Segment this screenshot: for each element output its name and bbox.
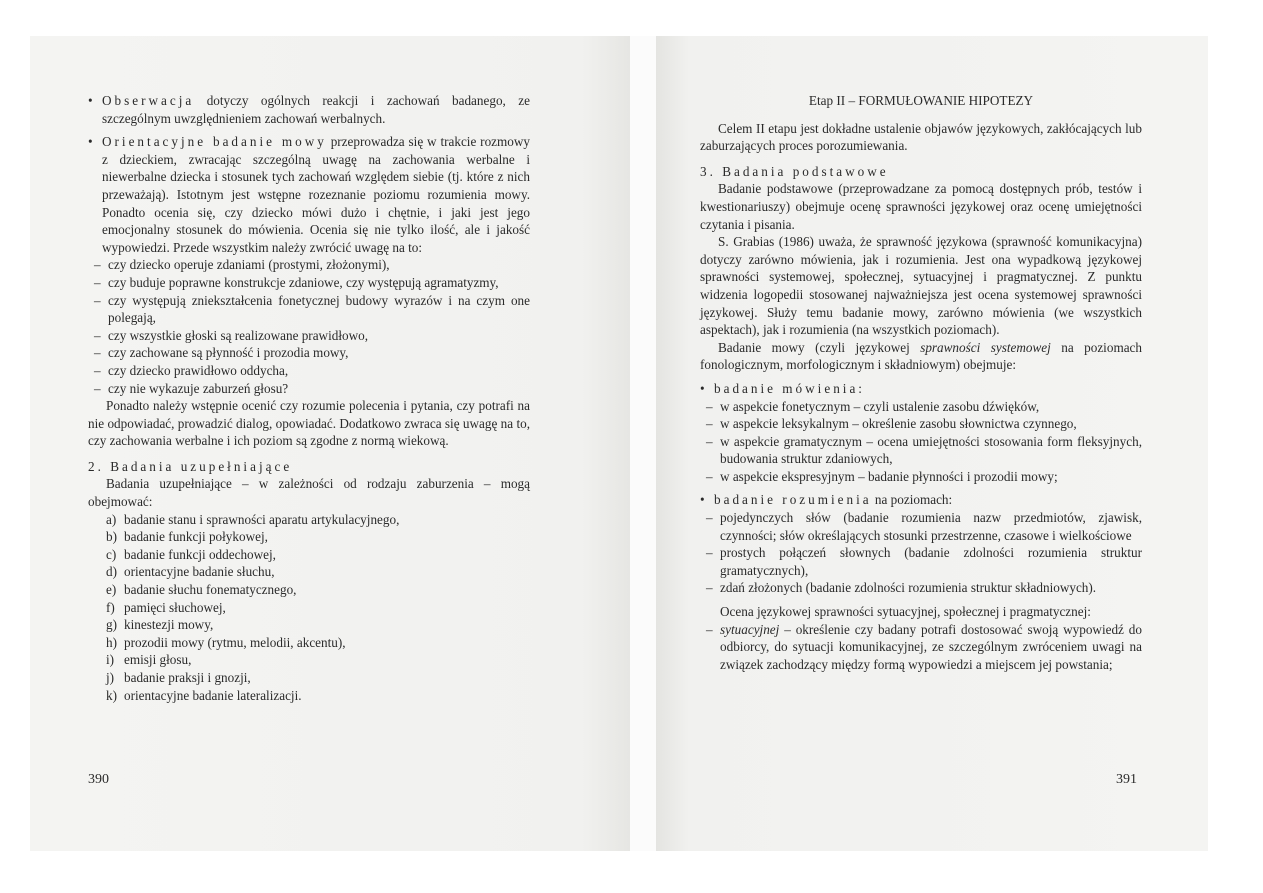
list-letter: k) <box>106 687 117 703</box>
section-3-heading: 3. Badania podstawowe <box>700 163 889 179</box>
list-item <box>88 634 530 652</box>
dash-marker: – <box>94 380 101 396</box>
observation-text: dotyczy ogólnych reakcji i zachowań badanego, ze szczególnym uwzględnieniem zachowań werbalnych. <box>102 93 530 126</box>
left-page <box>30 36 630 851</box>
bullet-observation <box>88 92 530 127</box>
list-item-text: czy zachowane są płynność i prozodia mowy, <box>108 345 349 361</box>
list-item-text: w aspekcie gramatycznym – ocena umiejętności stosowania form fleksyjnych, budowania struktur zdaniowych, <box>720 433 1142 467</box>
list-item-text: czy buduje poprawne konstrukcje zdaniowe, czy występują agramatyzmy, <box>108 274 499 290</box>
dash-marker: – <box>706 545 713 561</box>
right-page-text <box>700 92 1142 673</box>
list-item-text: badanie słuchu fonematycznego, <box>124 582 297 598</box>
list-item <box>700 415 1142 433</box>
list-item <box>700 544 1142 579</box>
list-item <box>88 581 530 599</box>
list-item-text: orientacyjne badanie słuchu, <box>124 564 275 580</box>
list-item <box>88 669 530 687</box>
paragraph-goal: Celem II etapu jest dokładne ustalenie objawów językowych, zakłócających lub zaburzających proces porozumiewania. <box>700 120 1142 154</box>
list-item <box>88 687 530 705</box>
list-item-text: pojedynczych słów (badanie rozumienia nazw przedmiotów, zjawisk, czynności; słów określających stosunki przestrzenne, czasowe i wielkościowe <box>720 510 1142 543</box>
list-letter: i) <box>106 652 115 668</box>
list-item <box>88 546 530 564</box>
list-letter: j) <box>106 670 115 685</box>
list-item-text: emisji głosu, <box>124 652 192 668</box>
list-item <box>88 274 530 292</box>
bullet-dot-icon: • <box>700 380 705 396</box>
dash-marker: – <box>94 362 101 378</box>
dash-marker: – <box>94 345 101 361</box>
term-orientation: Orientacyjne badanie mowy <box>102 134 327 150</box>
dash-marker: – <box>706 580 713 596</box>
list-item-text: orientacyjne badanie lateralizacji. <box>124 687 302 703</box>
list-item <box>88 344 530 362</box>
list-item-text: w aspekcie fonetycznym – czyli ustalenie zasobu dźwięków, <box>720 398 1040 414</box>
book-gutter <box>630 36 656 851</box>
dash-marker: – <box>706 468 713 484</box>
list-item-text: pamięci słuchowej, <box>124 599 226 615</box>
dash-marker: – <box>94 327 101 343</box>
page-number-left: 390 <box>88 772 109 787</box>
paragraph-basic: Badanie podstawowe (przeprowadzane za pomocą dostępnych prób, testów i kwestionariuszy) obejmuje ocenę sprawności językowej oraz ocenę umiejętności czytania i pisania. <box>700 181 1142 232</box>
list-item <box>88 362 530 380</box>
list-item-text: zdań złożonych (badanie zdolności rozumienia struktur składniowych). <box>720 580 1097 596</box>
list-letter: b) <box>106 529 117 545</box>
page-heading: Etap II – FORMUŁOWANIE HIPOTEZY <box>808 93 1034 108</box>
list-item <box>700 433 1142 468</box>
list-letter: c) <box>106 546 117 562</box>
bullet-dot-icon: • <box>700 492 705 508</box>
list-item <box>88 327 530 345</box>
term-speaking: badanie mówienia: <box>714 380 865 396</box>
speech-test-emphasis: sprawności systemowej <box>920 339 1051 355</box>
list-item <box>700 398 1142 416</box>
list-item-text: w aspekcie leksykalnym – określenie zasobu słownictwa czynnego, <box>720 416 1077 432</box>
dash-situational <box>700 621 1142 674</box>
list-letter: h) <box>106 634 117 650</box>
list-item <box>88 256 530 274</box>
list-item-text: prostych połączeń słownych (badanie zdolności rozumienia struktur gramatycznych), <box>720 545 1142 578</box>
section-2-heading: 2. Badania uzupełniające <box>88 458 293 474</box>
paragraph-speech-test <box>700 339 1142 374</box>
dash-marker: – <box>706 416 713 432</box>
section-2-intro: Badania uzupełniające – w zależności od rodzaju zaburzenia – mogą obejmować: <box>88 476 530 510</box>
dash-marker: – <box>706 621 713 637</box>
list-letter: e) <box>106 582 117 598</box>
bullet-dot-icon: • <box>88 93 93 108</box>
list-item-text: badanie funkcji połykowej, <box>124 529 268 545</box>
question-list <box>88 256 530 397</box>
bullet-comprehension <box>700 491 1142 509</box>
section-3-heading-line <box>700 163 1142 181</box>
list-item-text: kinestezji mowy, <box>124 617 214 633</box>
paragraph-pragmatic: Ocena językowej sprawności sytuacyjnej, społecznej i pragmatycznej: <box>720 604 1091 620</box>
paragraph-additional: Ponadto należy wstępnie ocenić czy rozumie polecenia i pytania, czy potrafi na nie odpowiadać, prowadzić dialog, opowiadać. Dodatkowo zwraca się uwagę na to, czy zachowania werbalne i ich poziom są zgodne z normą wiekową. <box>88 398 530 449</box>
list-item-text: czy nie wykazuje zaburzeń głosu? <box>108 380 289 396</box>
dash-marker: – <box>94 257 101 273</box>
list-item <box>88 616 530 634</box>
list-item-text: badanie funkcji oddechowej, <box>124 546 276 562</box>
supplementary-list <box>88 511 530 705</box>
list-item <box>88 380 530 398</box>
list-item <box>88 511 530 529</box>
list-letter: d) <box>106 564 117 580</box>
term-comprehension: badanie rozumienia <box>714 492 872 508</box>
list-item <box>700 509 1142 544</box>
right-page <box>656 36 1208 851</box>
list-letter: a) <box>106 511 117 527</box>
page-number-right: 391 <box>1116 772 1137 787</box>
list-letter: g) <box>106 617 117 633</box>
section-heading <box>88 458 530 476</box>
list-item <box>700 579 1142 597</box>
bullet-orientation <box>88 133 530 256</box>
dash-marker: – <box>706 510 713 526</box>
list-item-text: czy występują zniekształcenia fonetycznej budowy wyrazów i na czym one polegają, <box>108 292 530 326</box>
list-item-text: czy dziecko prawidłowo oddycha, <box>108 362 289 378</box>
comprehension-suffix: na poziomach: <box>871 492 953 508</box>
dash-marker: – <box>706 433 713 449</box>
list-item-text: w aspekcie ekspresyjnym – badanie płynności i prozodii mowy; <box>720 468 1058 484</box>
term-observation: Obserwacja <box>102 93 195 108</box>
list-item <box>700 468 1142 486</box>
list-item-text: badanie stanu i sprawności aparatu artykulacyjnego, <box>124 511 400 527</box>
bullet-speaking <box>700 380 1142 398</box>
situational-text: – określenie czy badany potrafi dostosować swoją wypowiedź do odbiorcy, do sytuacji komunikacyjnej, ze szczególnym zwróceniem uwagi na związek zachodzący między formą wypowiedzi a miejscem jej powstania; <box>720 621 1142 672</box>
bullet-dot-icon: • <box>88 134 93 150</box>
orientation-text: przeprowadza się w trakcie rozmowy z dzieckiem, zwracając szczególną uwagę na zachowania werbalne i niewerbalne dziecka i stosunek tych zachowań względem siebie (tj. które z nich przeważają). Istotnym jest wstępne rozeznanie poziomu rozumienia mowy. Ponadto ocenia się, czy dziecko mówi dużo i chętnie, i jaki jest jego emocjonalny stosunek do mówienia. Ocenia się nie tylko ilość, ale i jakość wypowiedzi. Przede wszystkim należy zwrócić uwagę na to: <box>102 134 530 255</box>
paragraph-grabias: S. Grabias (1986) uważa, że sprawność językowa (sprawność komunikacyjna) dotyczy zarówno mówienia, jak i rozumienia. Jest ona wypadkową językowej sprawności systemowej, społecznej, sytuacyjnej i pragmatycznej. Z punktu widzenia logopedii stosowanej najważniejsza jest ocena systemowej sprawności językowej. Służy temu badanie mowy, zarówno mówienia (we wszystkich aspektach), jak i rozumienia (na wszystkich poziomach). <box>700 234 1142 338</box>
dash-marker: – <box>94 274 101 290</box>
list-item <box>88 292 530 327</box>
list-letter: f) <box>106 599 115 615</box>
left-page-text <box>88 92 530 704</box>
speech-test-text-b: na poziomach fonologicznym, morfologicznym i składniowym) obejmuje: <box>700 339 1142 373</box>
list-item <box>88 599 530 617</box>
situational-emphasis: sytuacyjnej <box>720 621 780 637</box>
dash-marker: – <box>706 398 713 414</box>
list-item-text: czy wszystkie głoski są realizowane prawidłowo, <box>108 327 369 343</box>
speaking-aspects-list <box>700 398 1142 486</box>
speech-test-text-a: Badanie mowy (czyli językowej <box>718 339 921 355</box>
list-item <box>88 651 530 669</box>
list-item <box>88 563 530 581</box>
list-item-text: czy dziecko operuje zdaniami (prostymi, złożonymi), <box>108 257 390 273</box>
comprehension-levels-list <box>700 509 1142 597</box>
list-item-text: prozodii mowy (rytmu, melodii, akcentu), <box>124 634 346 650</box>
dash-marker: – <box>94 292 101 308</box>
list-item <box>88 528 530 546</box>
list-item-text: badanie praksji i gnozji, <box>124 670 251 685</box>
